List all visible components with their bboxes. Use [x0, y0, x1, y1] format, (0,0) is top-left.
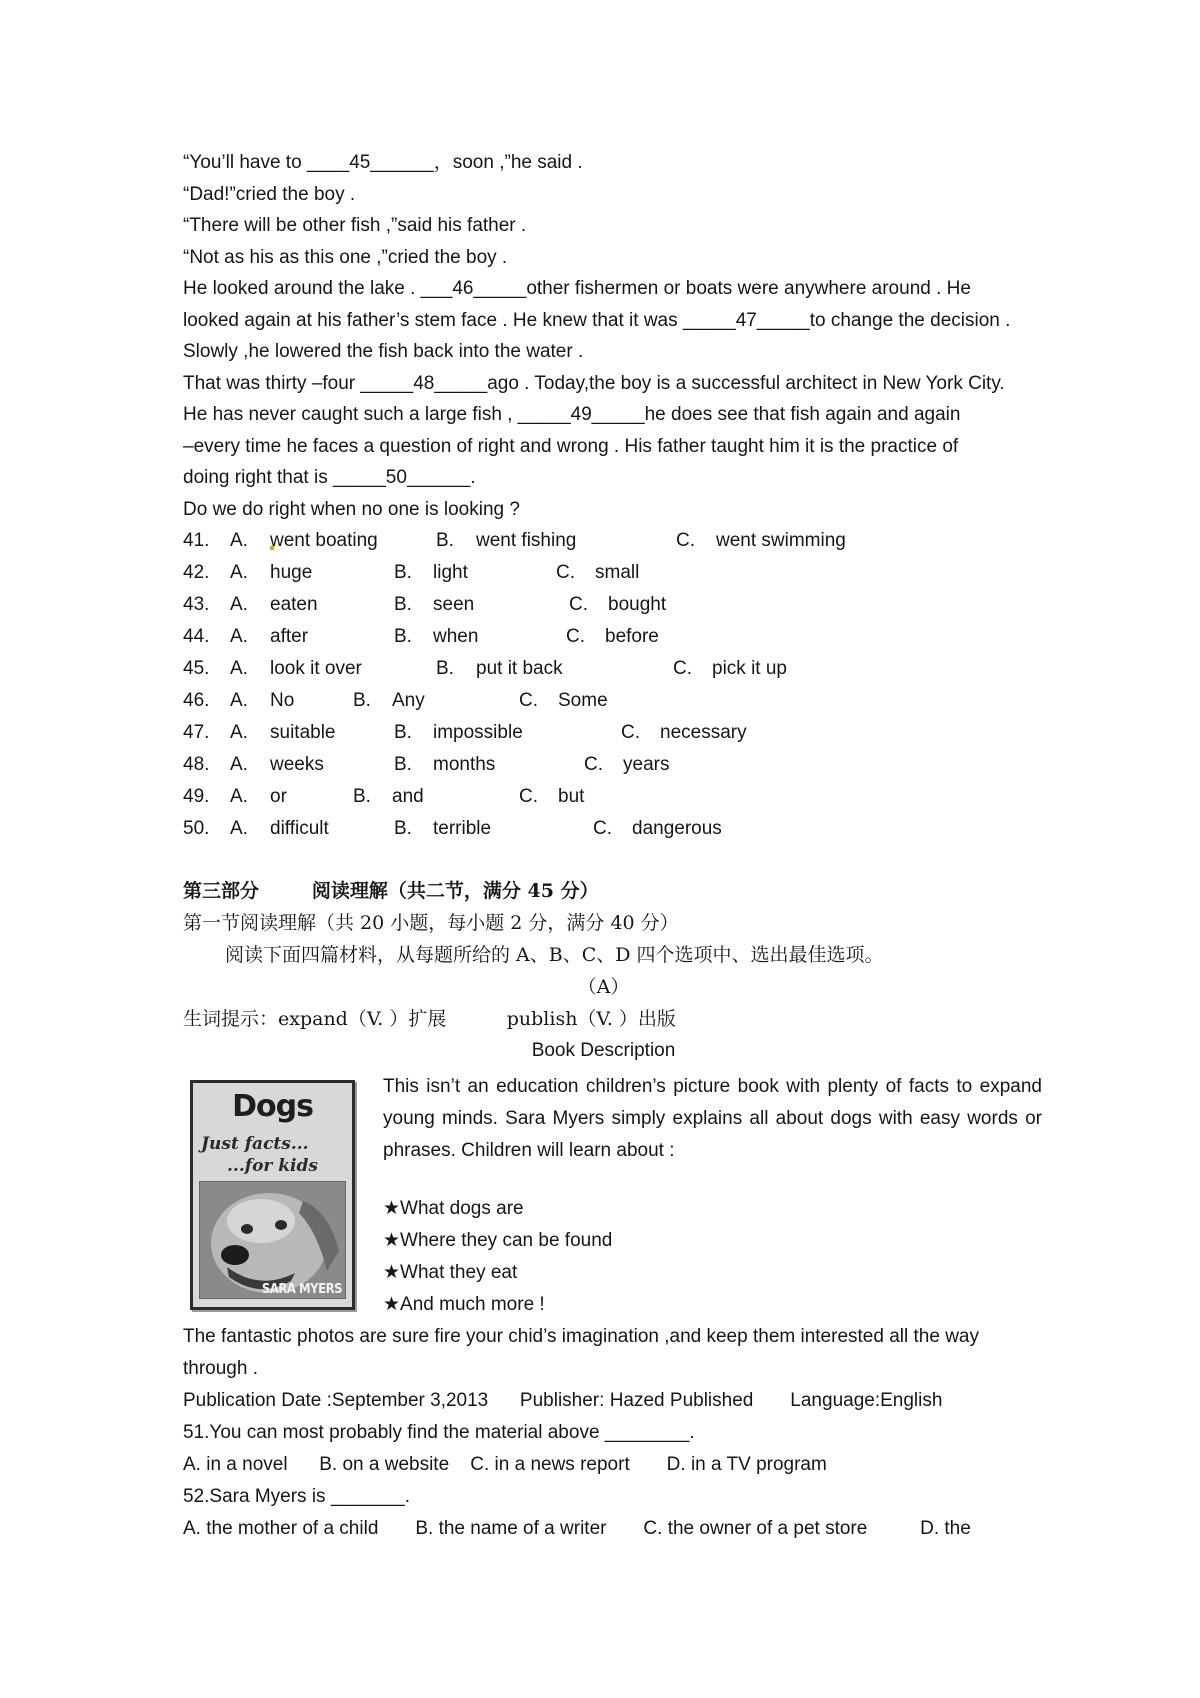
- option-b: seen: [433, 594, 475, 615]
- option-number: 42.: [183, 562, 210, 583]
- option-c: before: [605, 626, 659, 647]
- option-a: went boating: [270, 530, 378, 551]
- option-number: 43.: [183, 594, 210, 615]
- option-letter: A.: [230, 818, 248, 839]
- option-b: Any: [392, 690, 425, 711]
- option-number: 44.: [183, 626, 210, 647]
- option-a: or: [270, 786, 287, 807]
- option-a: after: [270, 626, 309, 647]
- option-b: put it back: [476, 658, 563, 679]
- option-letter: A.: [230, 690, 248, 711]
- option-c: necessary: [660, 722, 747, 743]
- question-52-options: A. the mother of a child B. the name of a writer C. the owner of a pet store D. the: [183, 1518, 971, 1539]
- option-a: suitable: [270, 722, 336, 743]
- option-letter: A.: [230, 722, 248, 743]
- option-letter: C.: [621, 722, 640, 743]
- option-a: difficult: [270, 818, 329, 839]
- option-number: 41.: [183, 530, 210, 551]
- option-letter: B.: [353, 690, 371, 711]
- option-number: 48.: [183, 754, 210, 775]
- option-letter: C.: [673, 658, 692, 679]
- option-number: 47.: [183, 722, 210, 743]
- option-letter: C.: [676, 530, 695, 551]
- option-b: and: [392, 786, 424, 807]
- option-c: dangerous: [632, 818, 722, 839]
- option-a: weeks: [270, 754, 324, 775]
- question-52: 52.Sara Myers is _______.: [183, 1486, 411, 1507]
- publication-info: Publication Date :September 3,2013 Publisher: Hazed Published Language:English: [183, 1390, 943, 1411]
- option-letter: A.: [230, 786, 248, 807]
- story-line: “Dad!”cried the boy .: [183, 184, 356, 205]
- option-letter: C.: [593, 818, 612, 839]
- description-closing: through .: [183, 1358, 258, 1379]
- story-line: doing right that is _____50______.: [183, 467, 476, 488]
- option-number: 45.: [183, 658, 210, 679]
- section-heading: 第三部分 阅读理解（共二节，满分 45 分）: [183, 880, 599, 902]
- option-b: terrible: [433, 818, 492, 839]
- option-c: pick it up: [712, 658, 787, 679]
- book-cover-author: SARA MYERS: [261, 1282, 342, 1297]
- option-letter: B.: [394, 562, 412, 583]
- option-letter: C.: [566, 626, 585, 647]
- description-bullet: ★Where they can be found: [383, 1230, 613, 1251]
- option-letter: A.: [230, 658, 248, 679]
- question-51-options: A. in a novel B. on a website C. in a news report D. in a TV program: [183, 1454, 827, 1475]
- story-line: Slowly ,he lowered the fish back into the water .: [183, 341, 584, 362]
- option-letter: C.: [556, 562, 575, 583]
- option-letter: C.: [519, 786, 538, 807]
- description-bullet: ★And much more !: [383, 1294, 545, 1315]
- option-letter: B.: [394, 818, 412, 839]
- description-bullet: ★What dogs are: [383, 1198, 524, 1219]
- option-number: 46.: [183, 690, 210, 711]
- instruction-text: 阅读下面四篇材料，从每题所给的 A、B、C、D 四个选项中、选出最佳选项。: [225, 944, 884, 966]
- option-letter: B.: [436, 658, 454, 679]
- option-letter: B.: [394, 754, 412, 775]
- option-b: months: [433, 754, 496, 775]
- option-letter: C.: [584, 754, 603, 775]
- option-c: bought: [608, 594, 667, 615]
- story-line: looked again at his father’s stem face . He knew that it was _____47_____to change the decision .: [183, 310, 1011, 331]
- option-number: 49.: [183, 786, 210, 807]
- story-line: –every time he faces a question of right and wrong . His father taught him it is the practice of: [183, 436, 959, 457]
- option-a: eaten: [270, 594, 318, 615]
- option-a: look it over: [270, 658, 362, 679]
- story-line: He looked around the lake . ___46_____other fishermen or boats were anywhere around . He: [183, 278, 971, 299]
- option-letter: C.: [569, 594, 588, 615]
- book-description-heading: Book Description: [531, 1040, 676, 1061]
- option-b: when: [433, 626, 479, 647]
- option-letter: A.: [230, 530, 248, 551]
- option-letter: B.: [394, 722, 412, 743]
- book-cover-subtitle-line: ...for kids: [227, 1156, 318, 1176]
- option-letter: B.: [394, 594, 412, 615]
- option-c: went swimming: [716, 530, 846, 551]
- section-subheading: 第一节阅读理解（共 20 小题，每小题 2 分，满分 40 分）: [183, 912, 679, 934]
- book-cover-subtitle-line: Just facts...: [201, 1134, 309, 1154]
- description-closing: The fantastic photos are sure fire your chid’s imagination ,and keep them interested all the way: [183, 1326, 979, 1347]
- passage-label: （A）: [577, 976, 630, 998]
- story-line: “Not as his as this one ,”cried the boy .: [183, 247, 508, 268]
- option-letter: B.: [394, 626, 412, 647]
- option-c: small: [595, 562, 640, 583]
- option-c: but: [558, 786, 585, 807]
- option-a: huge: [270, 562, 313, 583]
- option-letter: A.: [230, 594, 248, 615]
- option-letter: A.: [230, 626, 248, 647]
- option-c: years: [623, 754, 670, 775]
- option-letter: B.: [353, 786, 371, 807]
- option-letter: A.: [230, 754, 248, 775]
- story-line: Do we do right when no one is looking ?: [183, 499, 520, 520]
- description-intro: This isn’t an education children’s picture book with plenty of facts to expand young minds. Sara Myers simply explains all about dogs with easy words or phrases. Children will learn about :: [383, 1076, 1042, 1161]
- option-b: light: [433, 562, 468, 583]
- option-c: Some: [558, 690, 608, 711]
- option-letter: A.: [230, 562, 248, 583]
- question-51: 51.You can most probably find the material above ________.: [183, 1422, 695, 1443]
- story-line: “There will be other fish ,”said his father .: [183, 215, 527, 236]
- option-a: No: [270, 690, 295, 711]
- option-number: 50.: [183, 818, 210, 839]
- story-line: He has never caught such a large fish , _____49_____he does see that fish again and again: [183, 404, 961, 425]
- option-letter: B.: [436, 530, 454, 551]
- option-b: impossible: [433, 722, 523, 743]
- book-cover-subtitle: [201, 1133, 318, 1177]
- story-line: That was thirty –four _____48_____ago . Today,the boy is a successful architect in New York City.: [183, 373, 1005, 394]
- book-cover-image: [190, 1080, 355, 1310]
- option-b: went fishing: [476, 530, 577, 551]
- description-bullet: ★What they eat: [383, 1262, 518, 1283]
- option-letter: C.: [519, 690, 538, 711]
- book-cover-title: Dogs: [232, 1089, 313, 1124]
- vocab-hint: 生词提示：expand（V. ）扩展 publish（V. ）出版: [183, 1008, 676, 1030]
- story-line: “You’ll have to ____45______，soon ,”he said .: [183, 152, 583, 173]
